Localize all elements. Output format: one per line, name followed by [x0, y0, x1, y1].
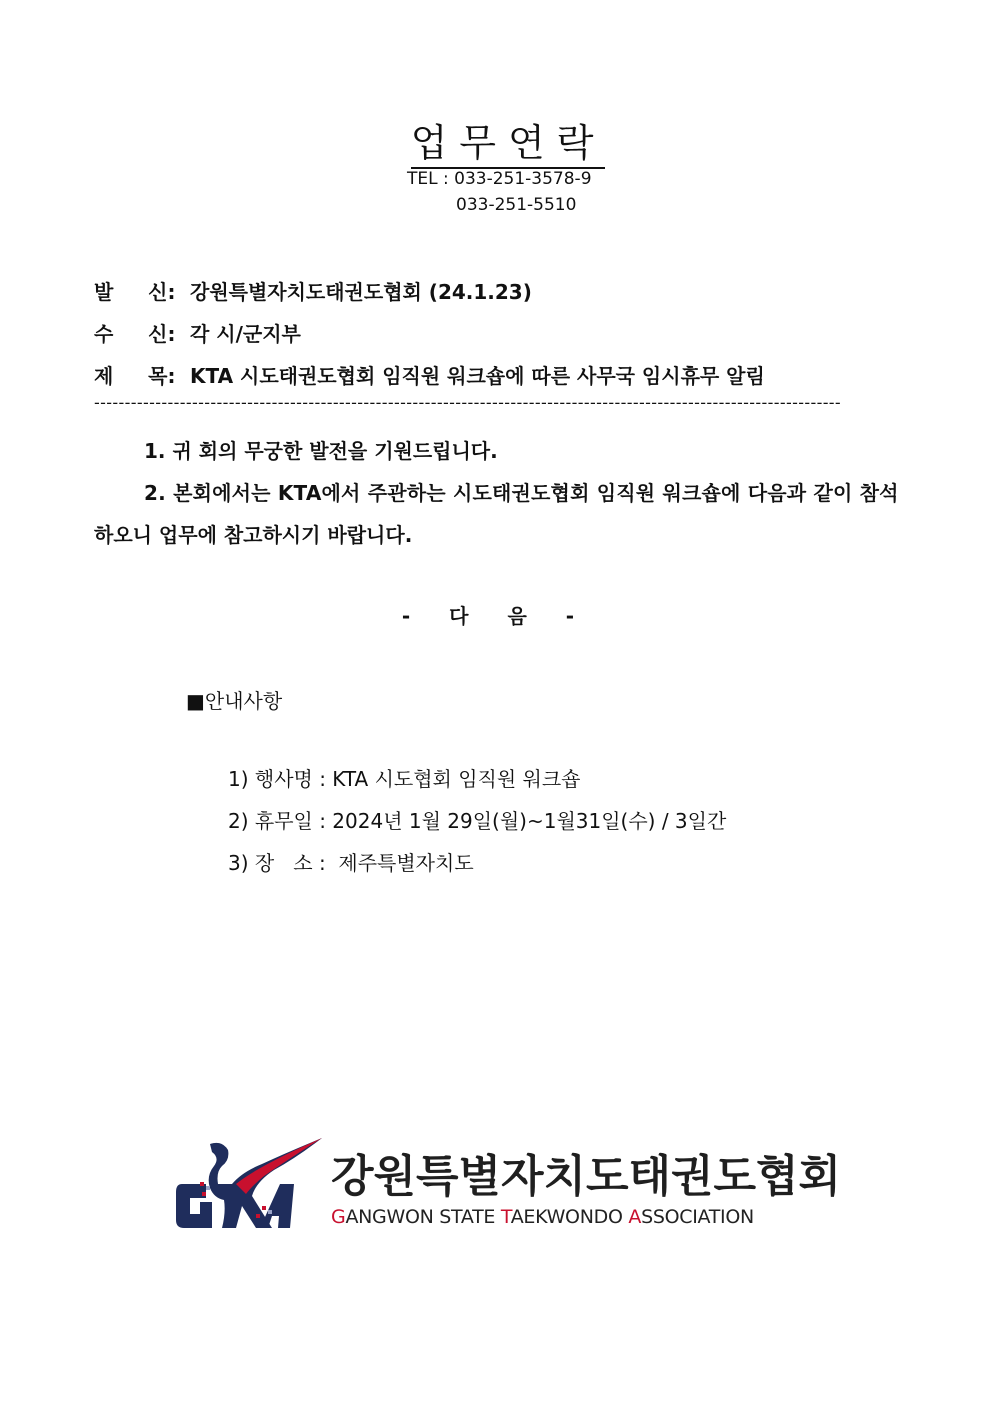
sender-label: 발 신:: [94, 280, 176, 304]
subject-value: KTA 시도태권도협회 임직원 워크숍에 따른 사무국 임시휴무 알림: [190, 364, 765, 388]
logo-text-part-1: ANGWON STATE: [345, 1206, 501, 1228]
document-title: [0, 112, 992, 167]
separator-line: --------------------------------------------------------------------------------------------------------------------------: [94, 393, 842, 412]
tel-block: [407, 166, 592, 218]
paragraph-1: 1. 귀 회의 무궁한 발전을 기원드립니다.: [144, 439, 498, 463]
recipient-row: [94, 318, 301, 347]
tel-line-1: TEL : 033-251-3578-9: [407, 169, 592, 189]
notice-item-2: 2) 휴무일 : 2024년 1월 29일(월)~1월31일(수) / 3일간: [228, 809, 727, 833]
sender-row: [94, 276, 532, 305]
notice-item-1: 1) 행사명 : KTA 시도협회 임직원 워크숍: [228, 767, 581, 791]
logo-text-part-3: SSOCIATION: [641, 1206, 754, 1228]
recipient-label: 수 신:: [94, 322, 176, 346]
logo-letter-t: T: [500, 1206, 511, 1228]
subject-label: 제 목:: [94, 364, 176, 388]
document-title-text: 업무연락: [411, 121, 606, 169]
sender-value: 강원특별자치도태권도협회 (24.1.23): [190, 280, 532, 304]
logo-letter-a: A: [628, 1206, 642, 1228]
logo-letter-g: G: [331, 1206, 346, 1228]
subject-row: [94, 360, 765, 389]
association-name-korean: 강원특별자치도태권도협회: [331, 1151, 842, 1202]
paragraph-2-line-2: 하오니 업무에 참고하시기 바랍니다.: [94, 523, 413, 547]
tel-line-2: 033-251-5510: [456, 195, 577, 215]
logo-text-part-2: AEKWONDO: [510, 1206, 629, 1228]
notice-title: ■안내사항: [186, 689, 283, 713]
section-heading: - 다 음 -: [401, 604, 591, 628]
association-name-english: [331, 1206, 754, 1228]
paragraph-2-line-1: 2. 본회에서는 KTA에서 주관하는 시도태권도협회 임직원 워크숍에 다음과 같이 참석: [144, 481, 899, 505]
recipient-value: 각 시/군지부: [190, 322, 301, 346]
notice-item-3: 3) 장 소 : 제주특별자치도: [228, 851, 474, 875]
